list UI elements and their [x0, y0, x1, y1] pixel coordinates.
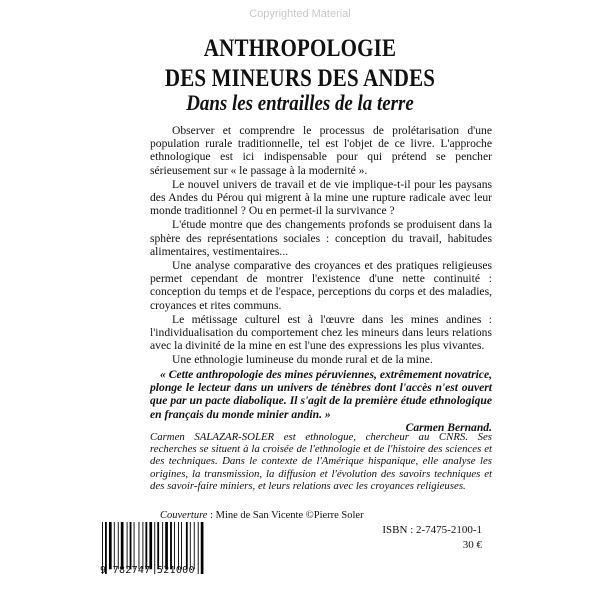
book-subtitle: Dans les entrailles de la terre — [186, 90, 414, 115]
title-line-2: DES MINEURS DES ANDES — [164, 65, 436, 92]
cover-credit-label: Couverture — [160, 510, 208, 521]
barcode-digits: 9 782747 521000 — [100, 565, 195, 576]
price: 30 € — [462, 539, 482, 551]
quote-author: Carmen Bernand. — [405, 420, 492, 434]
synopsis — [150, 124, 492, 368]
synopsis-paragraph: Observer et comprendre le processus de prolétarisation d'une population rurale traditionnelle, tel est l'objet de ce livre. L'approche ethnologique est ici indispensable pour qui prétend se pencher sérieusement sur « le passage à la modernité ». — [150, 124, 492, 177]
book-title — [48, 34, 552, 94]
quote-text: « Cette anthropologie des mines péruviennes, extrêmement novatrice, plonge le lecteur dans un univers de ténèbres dont l'accès n'est ouvert que par un pacte diabolique. Il s'agit de la première étude ethnologique en français du monde minier andin. » — [150, 368, 492, 421]
title-line-1: ANTHROPOLOGIE — [203, 35, 397, 62]
author-name: Carmen SALAZAR-SOLER — [150, 431, 275, 443]
synopsis-paragraph: Une analyse comparative des croyances et des pratiques religieuses permet cependant de montrer l'existence d'une nette continuité : conception du temps et de l'espace, perceptions du corps et des maladies, croyances et rites communs. — [150, 259, 492, 312]
author-bio — [150, 431, 492, 492]
review-quote — [150, 368, 492, 434]
isbn: ISBN : 2-7475-2100-1 — [382, 524, 482, 536]
synopsis-paragraph: Le nouvel univers de travail et de vie implique-t-il pour les paysans des Andes du Pérou qui migrent à la mine une rupture radicale avec leur monde traditionnel ? Ou en permet-il la survivance ? — [150, 177, 492, 218]
synopsis-paragraph: Une ethnologie lumineuse du monde rural et de la mine. — [172, 353, 433, 367]
cover-credit-text: : Mine de San Vicente ©Pierre Soler — [207, 510, 364, 521]
copyright-watermark: Copyrighted Material — [249, 8, 351, 20]
synopsis-paragraph: Le métissage culturel est à l'œuvre dans les mines andines : l'individualisation du comportement chez les mineurs dans leurs relations avec la divinité de la mine en est l'une des expressions les plus vivantes. — [150, 312, 492, 353]
cover-credit — [160, 510, 364, 521]
bio-text: est ethnologue, chercheur au CNRS. Ses recherches se situent à la croisée de l'ethnologie et de l'histoire des sciences et des techniques. Dans le contexte de l'Amérique hispanique, elle analyse les origines, la transmission, la diffusion et l'évolution des savoirs techniques et des savoir-faire miniers, et leurs relations avec les croyances religieuses. — [150, 431, 493, 492]
synopsis-paragraph: L'étude montre que des changements profonds se produisent dans la sphère des représentations sociales : conception du travail, habitudes alimentaires, vestimentaires... — [150, 218, 492, 258]
